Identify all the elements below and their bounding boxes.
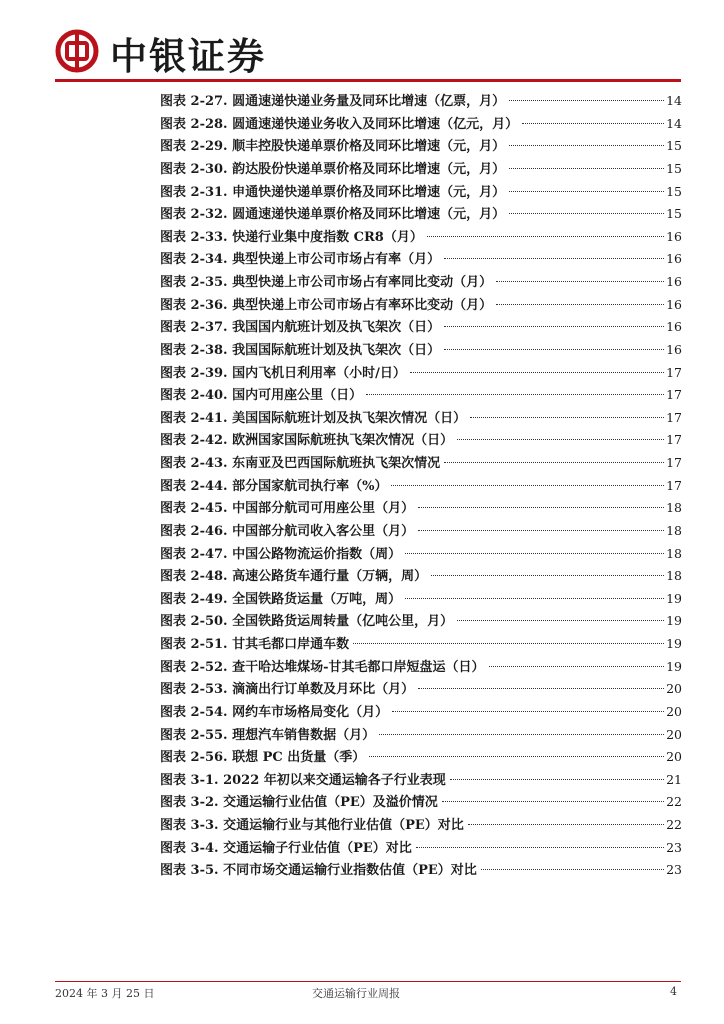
footer-page-number: 4 [670,985,677,998]
toc-entry[interactable] [160,339,682,362]
toc-entry[interactable] [160,181,682,204]
toc-leader-dots [427,236,664,237]
toc-entry[interactable] [160,543,682,566]
toc-leader-dots [392,711,664,712]
toc-leader-dots [457,439,664,440]
toc-entry-label: 图表 2-38. 我国国际航班计划及执飞架次（日） [160,342,441,358]
toc-entry[interactable] [160,701,682,724]
toc-leader-dots [391,485,664,486]
toc-entry-label: 图表 2-47. 中国公路物流运价指数（周） [160,546,402,562]
toc-entry[interactable] [160,588,682,611]
toc-entry-page: 15 [666,206,682,222]
toc-entry-label: 图表 2-29. 顺丰控股快递单票价格及同环比增速（元，月） [160,139,506,155]
toc-entry[interactable] [160,475,682,498]
toc-leader-dots [416,847,664,848]
toc-entry-label: 图表 3-5. 不同市场交通运输行业指数估值（PE）对比 [160,863,477,879]
toc-entry-page: 20 [666,703,682,719]
toc-entry-label: 图表 3-1. 2022 年初以来交通运输各子行业表现 [160,772,446,788]
toc-entry[interactable] [160,769,682,792]
toc-entry-page: 14 [666,93,682,108]
toc-entry-page: 17 [666,364,682,380]
toc-entry-label: 图表 2-56. 联想 PC 出货量（季） [160,750,366,766]
toc-leader-dots [431,575,664,576]
toc-entry-label: 图表 2-36. 典型快递上市公司市场占有率环比变动（月） [160,297,493,313]
toc-leader-dots [496,281,664,282]
toc-leader-dots [522,123,664,124]
toc-leader-dots [444,462,664,463]
toc-entry-label: 图表 2-46. 中国部分航司收入客公里（月） [160,523,415,539]
toc-leader-dots [509,191,664,192]
toc-entry-page: 15 [666,138,682,154]
toc-entry-label: 图表 2-54. 网约车市场格局变化（月） [160,704,389,720]
toc-entry-label: 图表 2-28. 圆通速递快递业务收入及同环比增速（亿元，月） [160,116,519,132]
toc-leader-dots [369,756,664,757]
toc-entry[interactable] [160,362,682,385]
toc-entry-page: 20 [666,681,682,697]
toc-entry[interactable] [160,565,682,588]
toc-leader-dots [379,734,664,735]
header-divider [55,79,681,82]
toc-entry-label: 图表 3-4. 交通运输子行业估值（PE）对比 [160,840,412,856]
toc-entry-label: 图表 3-3. 交通运输行业与其他行业估值（PE）对比 [160,818,464,833]
toc-entry[interactable] [160,452,682,475]
toc-entry-label: 图表 2-42. 欧洲国家国际航班执飞架次情况（日） [160,433,454,449]
toc-entry-page: 18 [666,568,682,584]
bank-of-china-logo-icon [55,29,99,73]
toc-entry-label: 图表 2-31. 申通快递快递单票价格及同环比增速（元，月） [160,184,506,200]
toc-entry-page: 19 [666,613,682,629]
toc-entry-label: 图表 2-52. 查干哈达堆煤场-甘其毛都口岸短盘运（日） [160,659,485,675]
toc-leader-dots [468,824,664,825]
toc-leader-dots [405,598,664,599]
toc-leader-dots [470,417,664,418]
toc-entry[interactable] [160,610,682,633]
page-header [0,0,724,82]
toc-entry-label: 图表 2-39. 国内飞机日利用率（小时/日） [160,365,406,381]
toc-entry-label: 图表 2-35. 典型快递上市公司市场占有率同比变动（月） [160,275,493,290]
toc-entry[interactable] [160,226,682,249]
toc-entry-label: 图表 2-45. 中国部分航司可用座公里（月） [160,501,415,517]
toc-entry-label: 图表 2-32. 圆通速递快递单票价格及同环比增速（元，月） [160,207,506,223]
toc-entry-label: 图表 2-55. 理想汽车销售数据（月） [160,727,376,743]
toc-entry[interactable] [160,633,682,656]
toc-leader-dots [444,326,664,327]
toc-entry-label: 图表 2-27. 圆通速递快递业务量及同环比增速（亿票，月） [160,94,506,109]
toc-leader-dots [366,394,664,395]
toc-entry[interactable] [160,746,682,769]
toc-entry[interactable] [160,316,682,339]
toc-entry-label: 图表 2-34. 典型快递上市公司市场占有率（月） [160,252,441,268]
toc-entry-label: 图表 3-2. 交通运输行业估值（PE）及溢价情况 [160,795,438,811]
toc-leader-dots [418,530,664,531]
toc-entry[interactable] [160,384,682,407]
toc-entry[interactable] [160,158,682,181]
footer-report-title: 交通运输行业周报 [312,987,400,1000]
footer-date: 2024 年 3 月 25 日 [55,987,155,1000]
toc-entry[interactable] [160,90,682,113]
toc-entry-page: 16 [666,296,682,312]
toc-leader-dots [444,258,664,259]
toc-entry-label: 图表 2-49. 全国铁路货运量（万吨，周） [160,591,402,607]
toc-leader-dots [509,145,664,146]
toc-entry-label: 图表 2-44. 部分国家航司执行率（%） [160,478,388,494]
toc-entry-label: 图表 2-37. 我国国内航班计划及执飞架次（日） [160,320,441,336]
toc-leader-dots [444,349,664,350]
toc-entry-label: 图表 2-33. 快递行业集中度指数 CR8（月） [160,229,423,245]
toc-leader-dots [410,372,664,373]
toc-entry-page: 17 [666,455,682,470]
toc-entry-label: 图表 2-51. 甘其毛都口岸通车数 [160,637,350,652]
toc-entry-page: 22 [666,817,682,832]
toc-entry-page: 16 [666,341,682,357]
toc-entry-page: 19 [666,590,682,606]
toc-leader-dots [489,666,665,667]
toc-entry-label: 图表 2-48. 高速公路货车通行量（万辆，周） [160,569,428,585]
toc-leader-dots [353,643,664,644]
toc-leader-dots [442,801,664,802]
toc-entry-label: 图表 2-53. 滴滴出行订单数及月环比（月） [160,682,415,698]
toc-entry-page: 19 [666,658,682,674]
table-of-figures [160,90,682,882]
toc-entry-page: 23 [666,839,682,855]
toc-entry-page: 19 [666,636,682,651]
toc-entry[interactable] [160,814,682,837]
toc-entry[interactable] [160,407,682,430]
toc-entry[interactable] [160,203,682,226]
toc-entry-label: 图表 2-40. 国内可用座公里（日） [160,388,363,404]
toc-entry-page: 18 [666,500,682,516]
toc-entry-page: 15 [666,160,682,176]
toc-entry-page: 16 [666,251,682,267]
toc-entry-page: 16 [666,228,682,244]
toc-entry[interactable] [160,656,682,679]
toc-leader-dots [509,213,664,214]
toc-entry-label: 图表 2-41. 美国国际航班计划及执飞架次情况（日） [160,410,467,426]
toc-entry[interactable] [160,271,682,294]
toc-entry-label: 图表 2-43. 东南亚及巴西国际航班执飞架次情况 [160,456,441,471]
toc-entry-page: 20 [666,726,682,742]
toc-entry[interactable] [160,113,682,136]
toc-leader-dots [418,507,664,508]
toc-entry[interactable] [160,520,682,543]
toc-entry-page: 16 [666,319,682,335]
toc-leader-dots [509,100,664,101]
toc-entry-label: 图表 2-50. 全国铁路货运周转量（亿吨公里，月） [160,614,454,630]
toc-leader-dots [418,688,664,689]
toc-leader-dots [450,779,664,780]
toc-entry-page: 18 [666,522,682,538]
toc-leader-dots [457,620,664,621]
toc-entry-page: 21 [666,771,682,787]
toc-entry[interactable] [160,724,682,747]
toc-entry-label: 图表 2-30. 韵达股份快递单票价格及同环比增速（元，月） [160,161,506,177]
toc-entry-page: 17 [666,387,682,403]
toc-entry[interactable] [160,837,682,860]
toc-entry-page: 17 [666,409,682,425]
toc-entry-page: 23 [666,862,682,878]
toc-leader-dots [405,553,664,554]
toc-entry-page: 22 [666,794,682,810]
toc-entry-page: 18 [666,545,682,561]
toc-entry[interactable] [160,248,682,271]
toc-entry-page: 15 [666,183,682,199]
toc-leader-dots [509,168,664,169]
toc-entry-page: 16 [666,274,682,289]
toc-entry[interactable] [160,429,682,452]
toc-leader-dots [496,304,664,305]
toc-entry-page: 20 [666,749,682,765]
toc-entry[interactable] [160,859,682,882]
toc-entry[interactable] [160,135,682,158]
toc-entry-page: 14 [666,115,682,131]
toc-entry[interactable] [160,294,682,317]
brand-name: 中银证券 [110,35,266,78]
toc-entry[interactable] [160,791,682,814]
toc-entry[interactable] [160,678,682,701]
toc-leader-dots [481,869,664,870]
toc-entry-page: 17 [666,477,682,493]
toc-entry-page: 17 [666,432,682,448]
toc-entry[interactable] [160,497,682,520]
footer-divider [55,981,681,982]
